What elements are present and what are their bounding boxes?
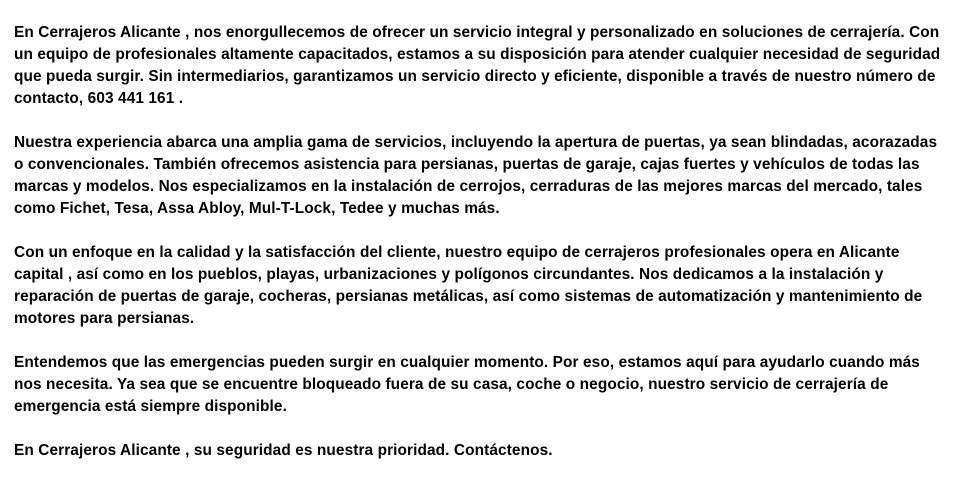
intro-paragraph: En Cerrajeros Alicante , nos enorgullecemos de ofrecer un servicio integral y personalizado en soluciones de cerrajería. Con un equipo de profesionales altamente capacitados, estamos a su disposición para atender cualquier necesidad de seguridad que pueda surgir. Sin intermediarios, garantizamos un servicio directo y eficiente, disponible a través de nuestro número de contacto, 603 441 161 . [14, 24, 941, 107]
coverage-paragraph: Con un enfoque en la calidad y la satisfacción del cliente, nuestro equipo de cerrajeros profesionales opera en Alicante capital , así como en los pueblos, playas, urbanizaciones y polígonos circundantes. Nos dedicamos a la instalación y reparación de puertas de garaje, cocheras, persianas metálicas, así como sistemas de automatización y mantenimiento de motores para persianas. [14, 244, 923, 327]
article-body [14, 22, 944, 484]
services-paragraph: Nuestra experiencia abarca una amplia gama de servicios, incluyendo la apertura de puertas, ya sean blindadas, acorazadas o convencionales. También ofrecemos asistencia para persianas, puertas de garaje, cajas fuertes y vehículos de todas las marcas y modelos. Nos especializamos en la instalación de cerrojos, cerraduras de las mejores marcas del mercado, tales como Fichet, Tesa, Assa Abloy, Mul-T-Lock, Tedee y muchas más. [14, 134, 938, 217]
closing-paragraph: En Cerrajeros Alicante , su seguridad es nuestra prioridad. Contáctenos. [14, 442, 553, 459]
emergency-paragraph: Entendemos que las emergencias pueden surgir en cualquier momento. Por eso, estamos aquí para ayudarlo cuando más nos necesita. Ya sea que se encuentre bloqueado fuera de su casa, coche o negocio, nuestro servicio de cerrajería de emergencia está siempre disponible. [14, 354, 920, 415]
